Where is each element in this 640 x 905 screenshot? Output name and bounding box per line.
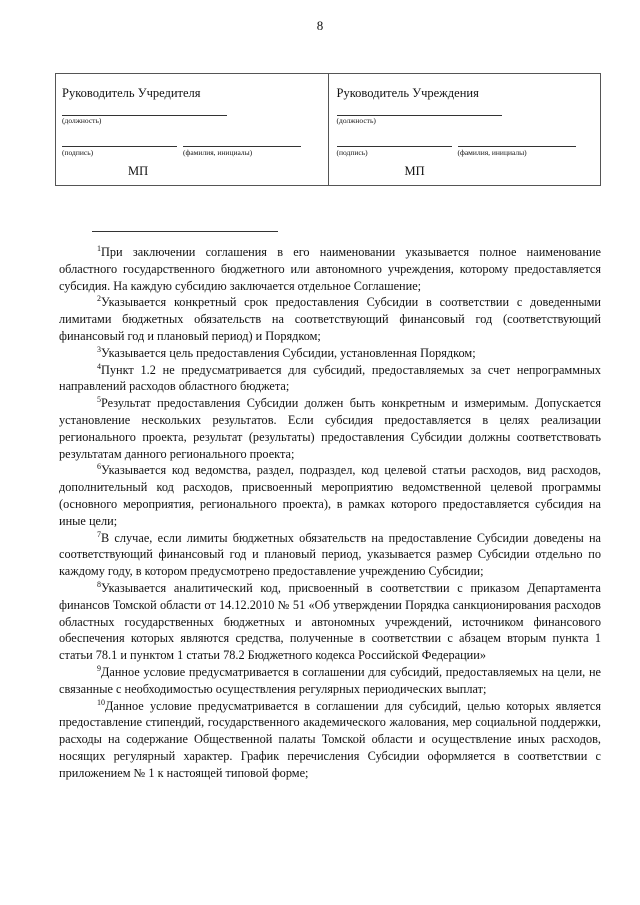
footnote-number: 8 <box>97 579 101 589</box>
footnote-text: В случае, если лимиты бюджетных обязательств на предоставление Субсидии доведены на соответствующий финансовый год и плановый период, указывается размер Субсидии отдельно по каждому году, в котором предусмотрено предоставление учреждению Субсидии; <box>59 530 601 579</box>
footnote <box>59 580 601 664</box>
stamp-place: МП <box>404 164 425 178</box>
footnote-text: Пункт 1.2 не предусматривается для субсидий, предоставляемых за счет непрограммных направлений расходов областного бюджета; <box>59 362 601 394</box>
stamp-place: МП <box>128 164 149 178</box>
name-caption: (фамилия, инициалы) <box>183 148 253 157</box>
footnote <box>59 244 601 294</box>
signatory-title: Руководитель Учреждения <box>336 86 479 100</box>
name-caption: (фамилия, инициалы) <box>457 148 527 157</box>
position-caption: (должность) <box>62 116 102 125</box>
footnote-text: Данное условие предусматривается в соглашении для субсидий, предоставляемых на цели, не связанные с необходимостью осуществления регулярных периодических выплат; <box>59 664 601 696</box>
footnote-text: Данное условие предусматривается в соглашении для субсидий, целью которых является предоставление стипендий, государственного академического жалования, мер социальной поддержки, расходы на содержание Общественной палаты Томской области и осуществление иных расходов, носящих регулярный характер. График перечисления Субсидии оформляется в соответствии с приложением № 1 к настоящей типовой форме; <box>59 698 601 780</box>
footnote <box>59 345 601 362</box>
footnote-number: 1 <box>97 243 101 253</box>
name-line <box>458 146 576 147</box>
signature-line <box>337 146 452 147</box>
footnote-number: 10 <box>97 697 105 707</box>
footnote-number: 2 <box>97 294 101 304</box>
position-caption: (должность) <box>336 116 376 125</box>
signature-block-institution <box>328 74 601 185</box>
footnote <box>59 362 601 396</box>
signature-block-founder <box>56 74 328 185</box>
footnote-text: Указывается аналитический код, присвоенный в соответствии с приказом Департамента финансов Томской области от 14.12.2010 № 51 «Об утверждении Порядка санкционирования расходов областных государственных бюджетных и автономных учреждений, источником финансового обеспечения которых являются средства, полученные в соответствии с абзацем вторым пункта 1 статьи 78.1 и пунктом 1 статьи 78.2 Бюджетного кодекса Российской Федерации» <box>59 580 601 663</box>
footnote <box>59 395 601 462</box>
footnote-number: 6 <box>97 462 101 472</box>
footnote-text: Указывается конкретный срок предоставления Субсидии в соответствии с доведенными лимитами бюджетных обязательств на соответствующий финансовый год (соответствующий финансовый год и плановый период) и Порядком; <box>59 295 601 343</box>
footnote-number: 3 <box>97 344 101 354</box>
footnote-text: Указывается код ведомства, раздел, подраздел, код целевой статьи расходов, вид расходов, дополнительный код расходов, присвоенный мероприятию ведомственной целевой программы (основного мероприятия, регионального проекта), в рамках которого предоставляется субсидия на иные цели; <box>59 463 601 528</box>
signatory-title: Руководитель Учредителя <box>62 86 201 100</box>
footnotes <box>59 244 601 782</box>
signature-caption: (подпись) <box>336 148 368 157</box>
page-number: 8 <box>316 18 324 33</box>
signature-line <box>62 146 177 147</box>
footnote <box>59 664 601 698</box>
footnote-separator <box>92 231 278 232</box>
footnote-text: При заключении соглашения в его наименовании указывается полное наименование областного государственного бюджетного или автономного учреждения, которому предоставляется субсидия. На каждую субсидию заключается отдельное Соглашение; <box>59 245 601 293</box>
footnote-number: 5 <box>97 395 101 405</box>
signature-table <box>55 73 601 186</box>
signature-caption: (подпись) <box>62 148 94 157</box>
footnote-text: Указывается цель предоставления Субсидии, установленная Порядком; <box>101 345 476 360</box>
footnote-number: 9 <box>97 663 101 673</box>
footnote <box>59 462 601 529</box>
footnote-number: 4 <box>97 361 101 371</box>
name-line <box>183 146 301 147</box>
footnote-number: 7 <box>97 529 101 539</box>
footnote <box>59 294 601 344</box>
footnote-text: Результат предоставления Субсидии должен быть конкретным и измеримым. Допускается установление нескольких результатов. Если субсидия предоставляется в целях реализации регионального проекта, результат (результаты) предоставления Субсидии должны соответствовать результатам данного регионального проекта; <box>59 396 601 461</box>
footnote <box>59 530 601 580</box>
footnote <box>59 698 601 782</box>
